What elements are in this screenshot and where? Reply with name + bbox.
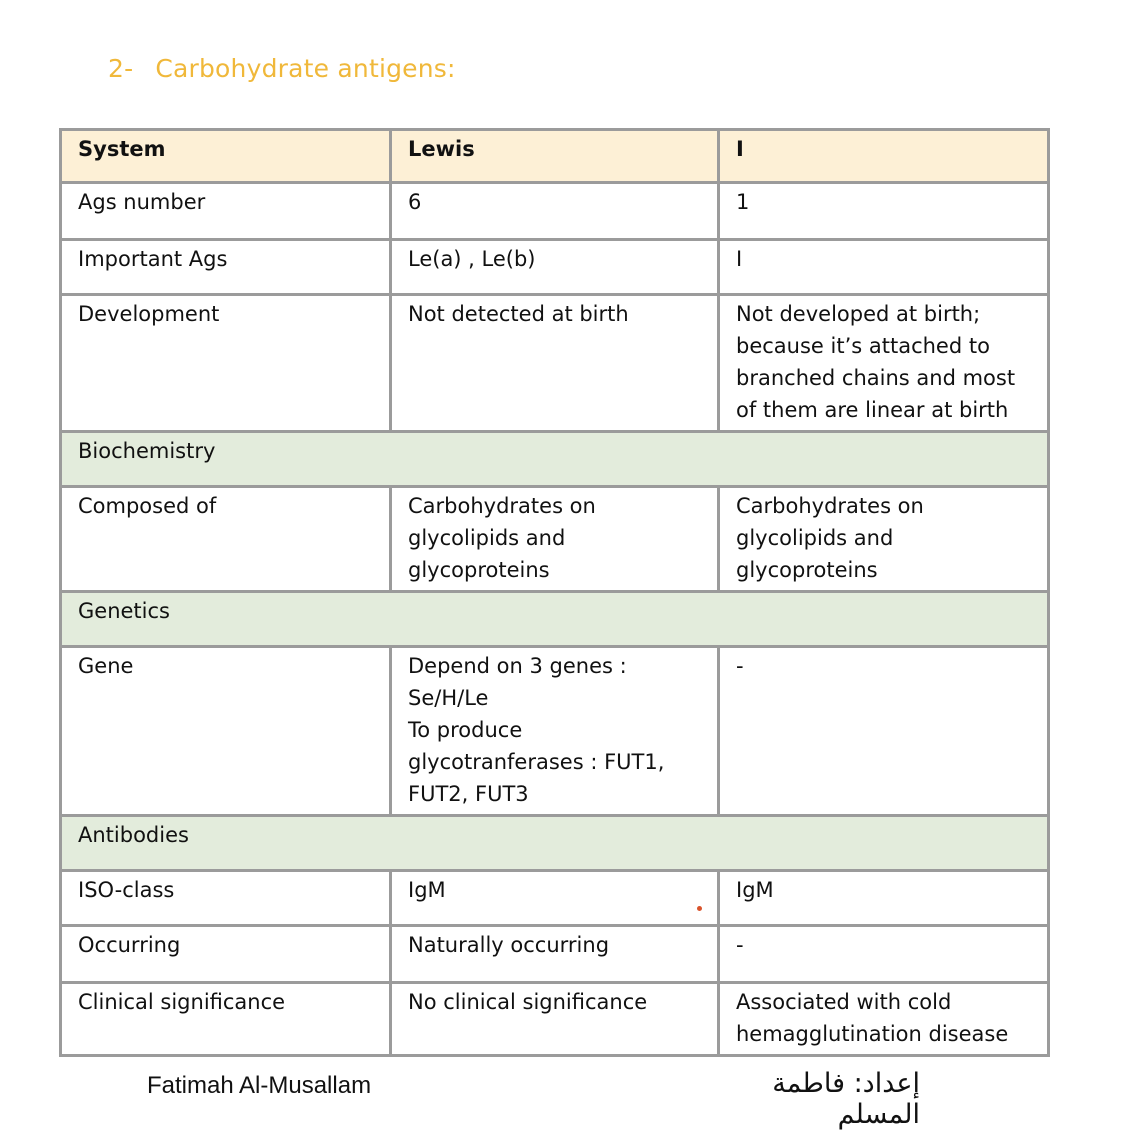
table-row [61,871,1049,926]
section-title: Carbohydrate antigens: [155,54,456,83]
section-heading [108,54,456,83]
row-label-clinical-significance: Clinical significance [61,983,391,1056]
row-label-composed-of: Composed of [61,487,391,592]
lewis-gene-line: Depend on 3 genes : [408,654,627,678]
header-lewis: Lewis [391,130,719,183]
table-header-row [61,130,1049,183]
table-row [61,240,1049,295]
table-row [61,295,1049,432]
lewis-composed-of: Carbohydrates on glycolipids and glycoproteins [391,487,719,592]
lewis-iso-class: IgM [391,871,719,926]
row-label-occurring: Occurring [61,926,391,983]
i-clinical-significance: Associated with cold hemagglutination disease [719,983,1049,1056]
lewis-occurring: Naturally occurring [391,926,719,983]
footer-author-english: Fatimah Al-Musallam [147,1072,372,1099]
i-occurring: - [719,926,1049,983]
row-label-iso-class: ISO-class [61,871,391,926]
section-row-antibodies [61,816,1049,871]
lewis-gene-line: Se/H/Le [408,686,489,710]
lewis-gene-line: To produce [408,718,523,742]
section-row-biochemistry [61,432,1049,487]
section-number: 2- [108,54,134,83]
lewis-gene-line: FUT2, FUT3 [408,782,529,806]
table-row [61,983,1049,1056]
header-system: System [61,130,391,183]
lewis-ags-number: 6 [391,183,719,240]
lewis-important-ags: Le(a) , Le(b) [391,240,719,295]
row-label-important-ags: Important Ags [61,240,391,295]
row-label-gene: Gene [61,647,391,816]
lewis-gene-line: glycotranferases : FUT1, [408,750,665,774]
i-gene: - [719,647,1049,816]
row-label-development: Development [61,295,391,432]
lewis-development: Not detected at birth [391,295,719,432]
lewis-gene [391,647,719,816]
table-row [61,926,1049,983]
row-label-ags-number: Ags number [61,183,391,240]
antigen-comparison-table [59,128,1050,1057]
section-label-genetics: Genetics [61,592,1049,647]
section-label-biochemistry: Biochemistry [61,432,1049,487]
footer-author-arabic: إعداد: فاطمة المسلم [772,1068,920,1130]
i-iso-class: IgM [719,871,1049,926]
i-development: Not developed at birth; because it’s attached to branched chains and most of them are linear at birth [719,295,1049,432]
i-important-ags: I [719,240,1049,295]
section-row-genetics [61,592,1049,647]
table-row [61,183,1049,240]
i-composed-of: Carbohydrates on glycolipids and glycoproteins [719,487,1049,592]
lewis-clinical-significance: No clinical significance [391,983,719,1056]
i-ags-number: 1 [719,183,1049,240]
comment-marker-dot [697,906,702,911]
section-label-antibodies: Antibodies [61,816,1049,871]
header-i: I [719,130,1049,183]
table-row [61,487,1049,592]
table-row [61,647,1049,816]
